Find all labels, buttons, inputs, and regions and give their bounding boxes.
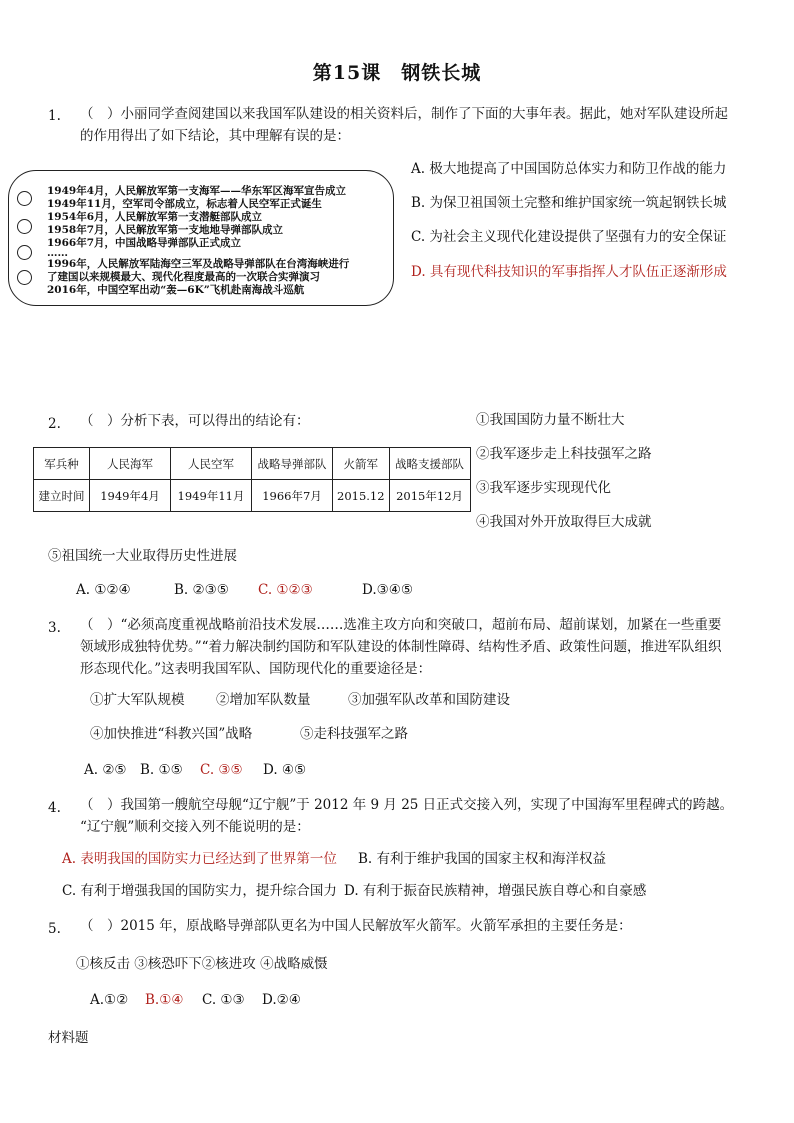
- timeline-entry: 1966年7月，中国战略导弹部队正式成立: [47, 237, 242, 249]
- table-header-cell: 战略导弹部队: [252, 448, 333, 480]
- q1-stem-line2: 的作用得出了如下结论，其中理解有误的是：: [80, 128, 350, 144]
- q2-number: 2.: [48, 416, 61, 432]
- q4-option-d: D. 有利于振奋民族精神，增强民族自尊心和自豪感: [344, 883, 647, 899]
- timeline-entry: 1996年，人民解放军陆海空三军及战略导弹部队在台湾海峡进行: [47, 258, 350, 270]
- q3-item-2: ②增加军队数量: [216, 692, 311, 708]
- bullet-circle-icon: [17, 219, 32, 234]
- q4-option-c: C. 有利于增强我国的国防实力，提升综合国力: [62, 883, 337, 899]
- q2-option-d: D.③④⑤: [362, 582, 413, 598]
- q5-stem: （ ）2015 年，原战略导弹部队更名为中国人民解放军火箭军。火箭军承担的主要任务是：: [80, 918, 632, 934]
- table-cell: 建立时间: [34, 480, 90, 512]
- q1-number: 1.: [48, 108, 61, 124]
- bullet-circle-icon: [17, 191, 32, 206]
- q4-option-b: B. 有利于维护我国的国家主权和海洋权益: [358, 851, 607, 867]
- table-header-row: [34, 448, 471, 480]
- timeline-entry: 1949年11月，空军司令部成立，标志着人民空军正式诞生: [47, 198, 322, 210]
- q4-stem-line2: “辽宁舰”顺利交接入列不能说明的是：: [80, 819, 310, 835]
- timeline-entry: 2016年，中国空军出动“轰—6K”飞机赴南海战斗巡航: [47, 284, 305, 296]
- q2-option-b: B. ②③⑤: [174, 582, 229, 598]
- q4-stem-line1: （ ）我国第一艘航空母舰“辽宁舰”于 2012 年 9 月 25 日正式交接入列，实现了中国海军里程碑式的跨越。: [80, 797, 734, 813]
- table-cell: 1949年11月: [171, 480, 252, 512]
- q3-option-c-answer: C. ③⑤: [200, 762, 243, 778]
- armed-forces-table: [33, 447, 471, 512]
- q3-stem-line3: 形态现代化。”这表明我国军队、国防现代化的重要途径是：: [80, 661, 432, 677]
- q2-statement-1: ①我国国防力量不断壮大: [476, 412, 625, 428]
- q2-statement-5: ⑤祖国统一大业取得历史性进展: [48, 548, 237, 564]
- q1-option-a: A. 极大地提高了中国国防总体实力和防卫作战的能力: [411, 161, 727, 177]
- table-cell: 2015年12月: [389, 480, 470, 512]
- timeline-box: [8, 170, 394, 306]
- q1-option-b: B. 为保卫祖国领土完整和维护国家统一筑起钢铁长城: [411, 195, 727, 211]
- q4-option-a-answer: A. 表明我国的国防实力已经达到了世界第一位: [62, 851, 337, 867]
- q2-statement-4: ④我国对外开放取得巨大成就: [476, 514, 652, 530]
- table-cell: 1949年4月: [90, 480, 171, 512]
- q5-number: 5.: [48, 921, 61, 937]
- q3-item-4: ④加快推进“科教兴国”战略: [90, 726, 253, 742]
- bullet-circle-icon: [17, 245, 32, 260]
- q1-option-c: C. 为社会主义现代化建设提供了坚强有力的安全保证: [411, 229, 727, 245]
- q2-statement-3: ③我军逐步实现现代化: [476, 480, 611, 496]
- bullet-circle-icon: [17, 270, 32, 285]
- q5-option-a: A.①②: [90, 992, 129, 1008]
- q2-statement-2: ②我军逐步走上科技强军之路: [476, 446, 652, 462]
- table-header-cell: 人民空军: [171, 448, 252, 480]
- table-header-cell: 军兵种: [34, 448, 90, 480]
- q3-stem-line2: 领域形成独特优势。”“着力解决制约国防和军队建设的体制性障碍、结构性矛盾、政策性问题，推进军队组织: [80, 639, 722, 655]
- q5-option-b-answer: B.①④: [145, 992, 184, 1008]
- timeline-entry: 了建国以来规模最大、现代化程度最高的一次联合实弹演习: [47, 271, 320, 283]
- timeline-entry: 1949年4月，人民解放军第一支海军——华东军区海军宣告成立: [47, 185, 347, 197]
- q3-option-b: B. ①⑤: [140, 762, 183, 778]
- q1-option-d-answer: D. 具有现代科技知识的军事指挥人才队伍正逐渐形成: [411, 264, 727, 280]
- q4-number: 4.: [48, 800, 61, 816]
- q5-option-c: C. ①③: [202, 992, 245, 1008]
- q1-stem-line1: （ ）小丽同学查阅建国以来我国军队建设的相关资料后，制作了下面的大事年表。据此，她对军队建设所起: [80, 106, 728, 122]
- q5-items: ①核反击 ③核恐吓下②核进攻 ④战略威慑: [76, 956, 328, 972]
- q2-option-c-answer: C. ①②③: [258, 582, 313, 598]
- q2-option-a: A. ①②④: [76, 582, 131, 598]
- q3-item-3: ③加强军队改革和国防建设: [348, 692, 510, 708]
- q3-stem-line1: （ ）“必须高度重视战略前沿技术发展……选准主攻方向和突破口，超前布局、超前谋划，加紧在一些重要: [80, 617, 722, 633]
- q3-option-a: A. ②⑤: [84, 762, 127, 778]
- timeline-entry: 1954年6月，人民解放军第一支潜艇部队成立: [47, 211, 263, 223]
- section-heading: 材料题: [48, 1030, 89, 1046]
- table-header-cell: 人民海军: [90, 448, 171, 480]
- table-cell: 1966年7月: [252, 480, 333, 512]
- q2-stem: （ ）分析下表，可以得出的结论有：: [80, 413, 310, 429]
- q5-option-d: D.②④: [262, 992, 301, 1008]
- q3-number: 3.: [48, 620, 61, 636]
- page-title: 第15课 钢铁长城: [312, 62, 482, 84]
- q3-option-d: D. ④⑤: [263, 762, 307, 778]
- table-header-cell: 火箭军: [333, 448, 390, 480]
- table-cell: 2015.12: [333, 480, 390, 512]
- timeline-entry: ……: [47, 247, 68, 259]
- table-row: [34, 480, 471, 512]
- timeline-entry: 1958年7月，人民解放军第一支地地导弹部队成立: [47, 224, 284, 236]
- q3-item-5: ⑤走科技强军之路: [300, 726, 408, 742]
- table-header-cell: 战略支援部队: [389, 448, 470, 480]
- q3-item-1: ①扩大军队规模: [90, 692, 185, 708]
